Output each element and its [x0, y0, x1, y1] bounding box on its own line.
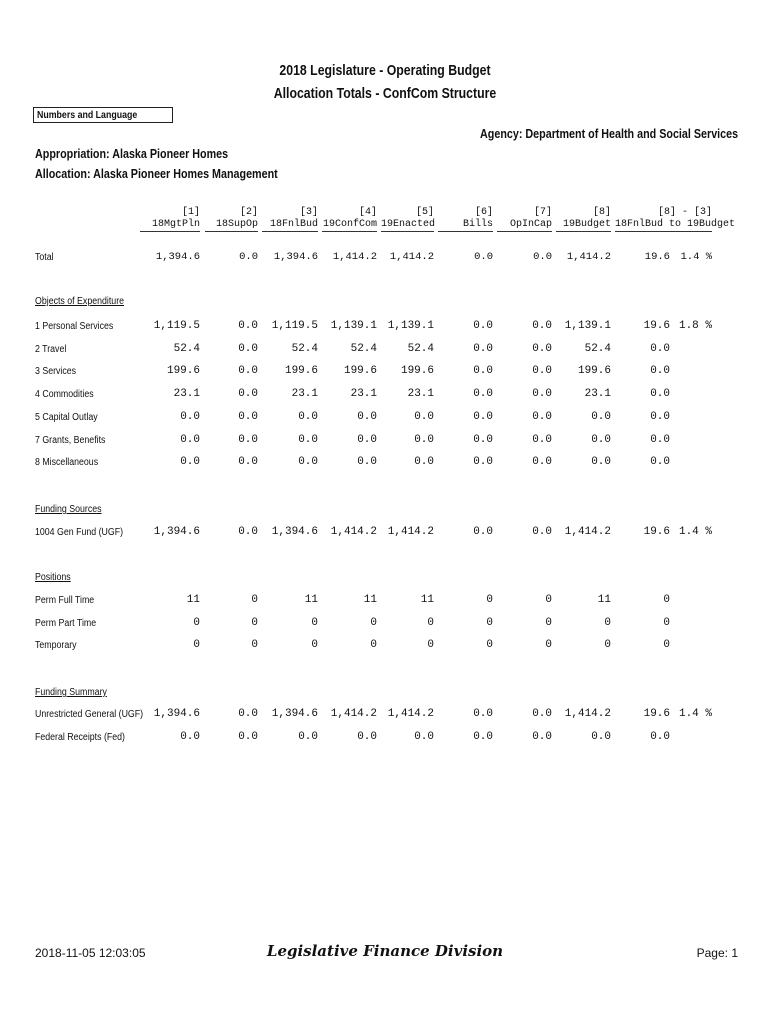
- column-name: 18SupOp: [205, 219, 258, 232]
- row-label: 8 Miscellaneous: [35, 457, 99, 468]
- column-number: [1]: [181, 207, 200, 218]
- value-cell: 0: [251, 639, 258, 651]
- column-number: [5]: [415, 207, 434, 218]
- section-title: Positions: [35, 572, 71, 583]
- value-cell: 0.0: [238, 434, 258, 446]
- value-cell: 23.1: [584, 388, 611, 400]
- section-title: Objects of Expenditure: [35, 296, 125, 307]
- value-cell: 0.0: [650, 343, 670, 355]
- value-cell: 1,414.2: [332, 251, 377, 263]
- value-cell: 0: [663, 594, 670, 606]
- row-label: Unrestricted General (UGF): [35, 709, 144, 720]
- value-cell: 0.0: [532, 343, 552, 355]
- value-cell: 0.0: [532, 434, 552, 446]
- value-cell: 0: [427, 617, 434, 629]
- value-cell: 0: [545, 594, 552, 606]
- value-cell: 0.0: [238, 456, 258, 468]
- column-number: [2]: [239, 207, 258, 218]
- report-title: 2018 Legislature - Operating Budget: [279, 62, 491, 79]
- value-cell: 1,394.6: [155, 251, 200, 263]
- value-cell: 0.0: [238, 388, 258, 400]
- value-cell: 0.0: [591, 456, 611, 468]
- value-cell: 1,414.2: [330, 708, 377, 720]
- value-cell: 0.0: [591, 434, 611, 446]
- value-cell: 0.0: [473, 343, 493, 355]
- value-cell: 0.0: [414, 411, 434, 423]
- value-cell: 0.0: [298, 411, 318, 423]
- footer-page-number: Page: 1: [696, 946, 738, 960]
- row-label: 1 Personal Services: [35, 321, 114, 332]
- value-cell: 0: [311, 639, 318, 651]
- column-name: 19ConfCom: [322, 219, 377, 230]
- value-cell: 199.6: [343, 365, 377, 377]
- column-name: 19Budget: [556, 219, 611, 232]
- column-header: [497, 207, 552, 232]
- value-cell: 199.6: [577, 365, 611, 377]
- column-name: 18MgtPln: [140, 219, 200, 232]
- column-number: [8] - [3]: [657, 207, 712, 218]
- value-cell: 0: [251, 617, 258, 629]
- value-cell: 0.0: [414, 731, 434, 743]
- value-cell: 1,414.2: [566, 251, 611, 263]
- value-cell: 0: [251, 594, 258, 606]
- row-label: 4 Commodities: [35, 389, 94, 400]
- value-cell: 23.1: [291, 388, 318, 400]
- column-name: 18FnlBud: [262, 219, 318, 232]
- value-cell: 0: [311, 617, 318, 629]
- value-cell: 1,414.2: [564, 708, 611, 720]
- value-cell: 1,414.2: [564, 526, 611, 538]
- value-cell: 0.0: [532, 731, 552, 743]
- value-cell: 0.0: [357, 411, 377, 423]
- value-cell: 0: [545, 617, 552, 629]
- value-cell: 0.0: [238, 320, 258, 332]
- value-cell: 1,394.6: [153, 526, 200, 538]
- row-label: Total: [35, 252, 54, 263]
- value-cell: 0.0: [414, 456, 434, 468]
- value-cell: 0.0: [591, 731, 611, 743]
- column-name: 18FnlBud to 19Budget: [615, 219, 736, 230]
- value-cell: 0: [663, 617, 670, 629]
- value-cell: 19.6: [643, 708, 670, 720]
- allocation-label: Allocation: Alaska Pioneer Homes Management: [35, 167, 278, 181]
- value-cell: 0.0: [298, 731, 318, 743]
- value-cell: 0.0: [357, 456, 377, 468]
- column-header: [381, 207, 434, 232]
- value-cell: 11: [420, 594, 434, 606]
- value-cell: 0.0: [298, 434, 318, 446]
- value-cell: 52.4: [173, 343, 200, 355]
- value-cell: 199.6: [400, 365, 434, 377]
- value-cell: 0.0: [298, 456, 318, 468]
- value-cell: 1,119.5: [153, 320, 200, 332]
- value-cell: 0.0: [238, 343, 258, 355]
- value-cell: 1,139.1: [387, 320, 434, 332]
- value-cell: 0.0: [239, 251, 258, 263]
- column-name: 19Enacted: [381, 219, 436, 230]
- value-cell: 0: [663, 639, 670, 651]
- column-header: [438, 207, 493, 232]
- value-cell: 1,139.1: [330, 320, 377, 332]
- row-label: 1004 Gen Fund (UGF): [35, 527, 124, 538]
- value-cell: 0.0: [474, 251, 493, 263]
- row-label: 2 Travel: [35, 344, 67, 355]
- value-cell: 1,394.6: [273, 251, 318, 263]
- row-label: 7 Grants, Benefits: [35, 435, 106, 446]
- value-cell: 0: [427, 639, 434, 651]
- value-cell: 0.0: [532, 365, 552, 377]
- value-cell: 0: [193, 617, 200, 629]
- column-header: [322, 207, 377, 232]
- column-number: [6]: [474, 207, 493, 218]
- row-label: Federal Receipts (Fed): [35, 732, 125, 743]
- value-cell: 0.0: [532, 320, 552, 332]
- value-cell: 19.6: [644, 251, 670, 263]
- report-subtitle: Allocation Totals - ConfCom Structure: [273, 85, 497, 102]
- value-cell: 199.6: [166, 365, 200, 377]
- value-cell: 0.0: [591, 411, 611, 423]
- percent-change-cell: 1.4 %: [678, 526, 712, 538]
- column-header: [140, 207, 200, 232]
- percent-change-cell: 1.8 %: [678, 320, 712, 332]
- value-cell: 23.1: [173, 388, 200, 400]
- row-label: Perm Full Time: [35, 595, 95, 606]
- column-header: [205, 207, 258, 232]
- value-cell: 52.4: [291, 343, 318, 355]
- column-header: [262, 207, 318, 232]
- value-cell: 0.0: [473, 365, 493, 377]
- value-cell: 0.0: [473, 456, 493, 468]
- percent-change-cell: 1.4 %: [680, 251, 712, 263]
- value-cell: 0.0: [357, 731, 377, 743]
- value-cell: 1,139.1: [564, 320, 611, 332]
- value-cell: 0.0: [473, 388, 493, 400]
- value-cell: 0.0: [532, 526, 552, 538]
- value-cell: 0.0: [532, 708, 552, 720]
- value-cell: 19.6: [643, 526, 670, 538]
- value-cell: 52.4: [350, 343, 377, 355]
- value-cell: 0.0: [473, 411, 493, 423]
- value-cell: 0.0: [532, 411, 552, 423]
- column-number: [3]: [299, 207, 318, 218]
- value-cell: 0.0: [357, 434, 377, 446]
- value-cell: 0.0: [532, 456, 552, 468]
- percent-change-cell: 1.4 %: [678, 708, 712, 720]
- numbers-language-box: [33, 107, 173, 123]
- value-cell: 11: [186, 594, 200, 606]
- value-cell: 1,394.6: [271, 526, 318, 538]
- value-cell: 1,414.2: [389, 251, 434, 263]
- column-header: [556, 207, 611, 232]
- value-cell: 0: [193, 639, 200, 651]
- value-cell: 0.0: [473, 708, 493, 720]
- row-label: Temporary: [35, 640, 77, 651]
- value-cell: 1,394.6: [153, 708, 200, 720]
- value-cell: 11: [304, 594, 318, 606]
- value-cell: 0.0: [238, 731, 258, 743]
- value-cell: 1,394.6: [271, 708, 318, 720]
- appropriation-label: Appropriation: Alaska Pioneer Homes: [35, 147, 229, 161]
- value-cell: 0.0: [238, 526, 258, 538]
- value-cell: 11: [363, 594, 377, 606]
- value-cell: 23.1: [350, 388, 377, 400]
- column-number: [7]: [533, 207, 552, 218]
- value-cell: 0.0: [180, 456, 200, 468]
- value-cell: 1,414.2: [387, 526, 434, 538]
- value-cell: 11: [597, 594, 611, 606]
- value-cell: 0.0: [473, 434, 493, 446]
- value-cell: 0: [486, 594, 493, 606]
- value-cell: 0.0: [180, 731, 200, 743]
- section-title: Funding Sources: [35, 504, 102, 515]
- column-number: [4]: [358, 207, 377, 218]
- value-cell: 0: [604, 639, 611, 651]
- value-cell: 0: [604, 617, 611, 629]
- value-cell: 0: [545, 639, 552, 651]
- value-cell: 0: [486, 617, 493, 629]
- value-cell: 0: [486, 639, 493, 651]
- row-label: 3 Services: [35, 366, 77, 377]
- value-cell: 0.0: [650, 411, 670, 423]
- footer-timestamp: 2018-11-05 12:03:05: [35, 946, 146, 960]
- value-cell: 0.0: [473, 526, 493, 538]
- row-label: 5 Capital Outlay: [35, 412, 98, 423]
- value-cell: 0.0: [180, 434, 200, 446]
- value-cell: 0.0: [650, 731, 670, 743]
- value-cell: 0.0: [180, 411, 200, 423]
- value-cell: 0.0: [238, 365, 258, 377]
- value-cell: 0.0: [533, 251, 552, 263]
- column-name: OpInCap: [497, 219, 552, 232]
- value-cell: 0.0: [414, 434, 434, 446]
- column-header: [615, 207, 736, 232]
- value-cell: 0.0: [532, 388, 552, 400]
- value-cell: 1,119.5: [271, 320, 318, 332]
- value-cell: 199.6: [284, 365, 318, 377]
- value-cell: 19.6: [643, 320, 670, 332]
- section-title: Funding Summary: [35, 687, 107, 698]
- row-label: Perm Part Time: [35, 618, 97, 629]
- value-cell: 0.0: [650, 434, 670, 446]
- value-cell: 0: [370, 639, 377, 651]
- value-cell: 0.0: [650, 365, 670, 377]
- column-name: Bills: [438, 219, 493, 232]
- value-cell: 0.0: [238, 708, 258, 720]
- value-cell: 0.0: [650, 456, 670, 468]
- agency-label: Agency: Department of Health and Social Services: [479, 127, 738, 141]
- footer-division: Legislative Finance Division: [266, 942, 504, 960]
- value-cell: 0: [370, 617, 377, 629]
- value-cell: 23.1: [407, 388, 434, 400]
- column-number: [8]: [592, 207, 611, 218]
- value-cell: 52.4: [584, 343, 611, 355]
- value-cell: 0.0: [473, 731, 493, 743]
- value-cell: 52.4: [407, 343, 434, 355]
- value-cell: 1,414.2: [330, 526, 377, 538]
- value-cell: 1,414.2: [387, 708, 434, 720]
- value-cell: 0.0: [650, 388, 670, 400]
- value-cell: 0.0: [473, 320, 493, 332]
- value-cell: 0.0: [238, 411, 258, 423]
- numbers-language-label: Numbers and Language: [37, 110, 138, 121]
